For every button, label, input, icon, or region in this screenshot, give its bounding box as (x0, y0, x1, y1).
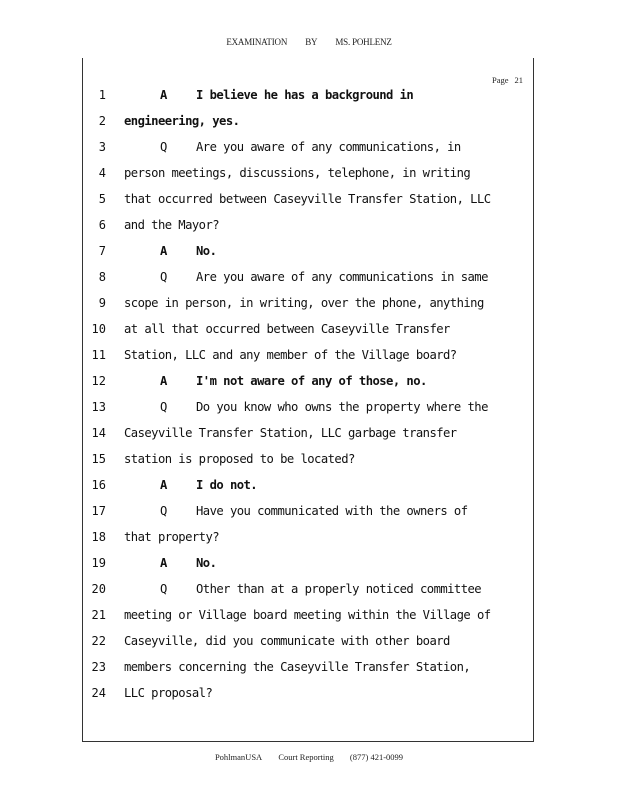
line-text (160, 504, 468, 518)
line-body: Have you communicated with the owners of (196, 504, 468, 518)
line-body: person meetings, discussions, telephone, in writing (124, 166, 471, 180)
line-number: 22 (91, 634, 106, 648)
qa-marker: Q (160, 582, 167, 596)
header-examiner: MS. POHLENZ (335, 37, 392, 47)
line-body: meeting or Village board meeting within the Village of (124, 608, 491, 622)
transcript-line (0, 140, 618, 166)
transcript-line (0, 452, 618, 478)
line-number: 6 (98, 218, 106, 232)
line-text (124, 426, 457, 440)
line-number: 4 (98, 166, 106, 180)
line-text (160, 270, 488, 284)
line-number: 16 (91, 478, 106, 492)
qa-marker: Q (160, 504, 167, 518)
line-text (124, 530, 219, 544)
line-body: that occurred between Caseyville Transfer Station, LLC (124, 192, 491, 206)
line-text (124, 348, 457, 362)
qa-marker: Q (160, 400, 167, 414)
qa-marker: A (160, 478, 167, 492)
line-number: 11 (91, 348, 106, 362)
line-text (124, 218, 219, 232)
line-number: 20 (91, 582, 106, 596)
line-number: 5 (98, 192, 106, 206)
line-body: station is proposed to be located? (124, 452, 355, 466)
transcript-line (0, 166, 618, 192)
line-number: 3 (98, 140, 106, 154)
line-body: Station, LLC and any member of the Village board? (124, 348, 457, 362)
transcript-line (0, 660, 618, 686)
transcript-line (0, 426, 618, 452)
line-body: Caseyville Transfer Station, LLC garbage transfer (124, 426, 457, 440)
line-text (160, 244, 216, 258)
line-text (160, 556, 216, 570)
line-body: Do you know who owns the property where the (196, 400, 488, 414)
page-header (0, 37, 618, 47)
line-body: at all that occurred between Caseyville Transfer (124, 322, 450, 336)
line-body: engineering, yes. (124, 114, 240, 128)
line-body: Other than at a properly noticed committee (196, 582, 482, 596)
transcript-line (0, 114, 618, 140)
transcript-line (0, 192, 618, 218)
footer-service: Court Reporting (278, 752, 334, 762)
line-text (160, 582, 481, 596)
line-text (124, 166, 470, 180)
qa-marker: A (160, 556, 167, 570)
line-body: and the Mayor? (124, 218, 220, 232)
footer-phone: (877) 421-0099 (349, 752, 404, 762)
line-text (160, 88, 413, 102)
line-number: 18 (91, 530, 106, 544)
line-body: No. (196, 556, 217, 570)
line-body: I believe he has a background in (196, 88, 414, 102)
qa-marker: A (160, 244, 167, 258)
line-number: 12 (91, 374, 106, 388)
transcript-line (0, 582, 618, 608)
line-text (124, 296, 484, 310)
line-body: I do not. (196, 478, 258, 492)
qa-marker: Q (160, 270, 167, 284)
line-text (124, 114, 239, 128)
transcript-line (0, 88, 618, 114)
transcript-line (0, 530, 618, 556)
line-text (160, 374, 427, 388)
line-number: 1 (98, 88, 106, 102)
page-number (492, 75, 523, 85)
line-body: members concerning the Caseyville Transfer Station, (124, 660, 471, 674)
line-number: 23 (91, 660, 106, 674)
transcript-line (0, 244, 618, 270)
line-text (124, 686, 212, 700)
line-text (124, 660, 470, 674)
line-text (124, 608, 491, 622)
transcript-line (0, 322, 618, 348)
line-number: 7 (98, 244, 106, 258)
line-number: 8 (98, 270, 106, 284)
page-footer (0, 752, 618, 762)
line-text (160, 478, 257, 492)
qa-marker: A (160, 88, 167, 102)
line-text (124, 192, 491, 206)
line-body: LLC proposal? (124, 686, 213, 700)
line-body: I'm not aware of any of those, no. (196, 374, 427, 388)
line-body: scope in person, in writing, over the phone, anything (124, 296, 484, 310)
line-body: No. (196, 244, 217, 258)
transcript-line (0, 504, 618, 530)
line-number: 9 (98, 296, 106, 310)
transcript-line (0, 270, 618, 296)
transcript-line (0, 556, 618, 582)
qa-marker: Q (160, 140, 167, 154)
header-by: BY (305, 37, 318, 47)
transcript-line (0, 478, 618, 504)
line-number: 17 (91, 504, 106, 518)
line-body: Caseyville, did you communicate with other board (124, 634, 450, 648)
line-number: 14 (91, 426, 106, 440)
footer-company: PohlmanUSA (214, 752, 263, 762)
header-section: EXAMINATION (226, 37, 288, 47)
transcript-line (0, 686, 618, 712)
page-value: 21 (514, 75, 523, 85)
line-number: 19 (91, 556, 106, 570)
line-text (124, 634, 450, 648)
transcript-line (0, 400, 618, 426)
line-text (124, 452, 355, 466)
line-number: 2 (98, 114, 106, 128)
line-number: 15 (91, 452, 106, 466)
line-number: 24 (91, 686, 106, 700)
line-body: that property? (124, 530, 220, 544)
page-label: Page (491, 75, 509, 85)
transcript-line (0, 374, 618, 400)
transcript-line (0, 634, 618, 660)
transcript-line (0, 296, 618, 322)
line-number: 13 (91, 400, 106, 414)
line-text (124, 322, 450, 336)
transcript-line (0, 218, 618, 244)
line-body: Are you aware of any communications in same (196, 270, 488, 284)
transcript-line (0, 348, 618, 374)
transcript-line (0, 608, 618, 634)
line-number: 21 (91, 608, 106, 622)
line-text (160, 400, 488, 414)
line-text (160, 140, 461, 154)
line-number: 10 (91, 322, 106, 336)
line-body: Are you aware of any communications, in (196, 140, 461, 154)
qa-marker: A (160, 374, 167, 388)
